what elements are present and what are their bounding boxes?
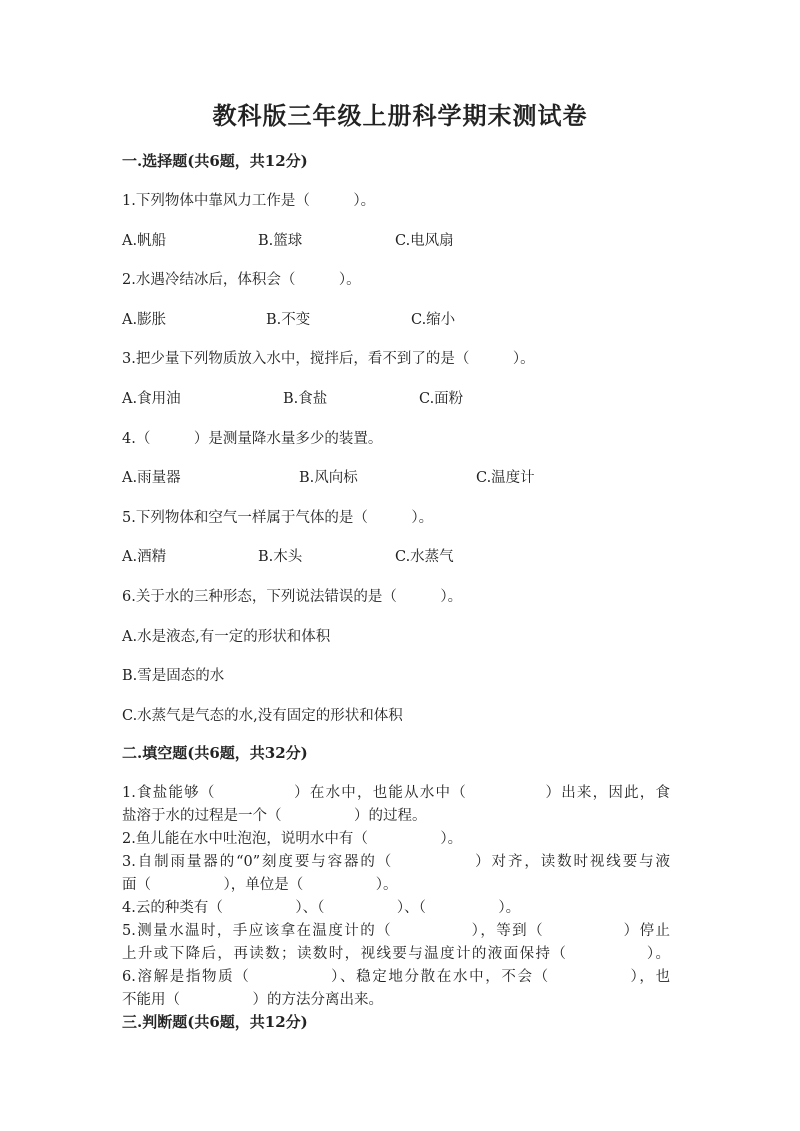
q6-option-c: C.水蒸气是气态的水,没有固定的形状和体积	[122, 708, 403, 724]
q2-option-c: C.缩小	[411, 312, 456, 328]
fill-question-5-line-1: 5.测量水温时，手应该拿在温度计的（ ），等到（ ）停止	[122, 923, 670, 939]
q1-option-a: A.帆船	[122, 233, 167, 249]
q1-option-b: B.篮球	[258, 233, 303, 249]
fill-question-6-line-1: 6.溶解是指物质（ ）、稳定地分散在水中，不会（ ），也	[122, 969, 670, 985]
fill-in-questions	[122, 782, 670, 1012]
fill-question-1-line-1: 1.食盐能够（ ）在水中，也能从水中（ ）出来，因此，食	[122, 785, 670, 801]
fill-question-1-line-2: 盐溶于水的过程是一个（ ）的过程。	[122, 808, 427, 824]
q3-option-b: B.食盐	[283, 391, 328, 407]
q4-option-c: C.温度计	[476, 470, 535, 486]
fill-question-3-line-2: 面（ ），单位是（ ）。	[122, 877, 398, 893]
q1-option-c: C.电风扇	[395, 233, 454, 249]
fill-question-6-line-2: 不能用（ ）的方法分离出来。	[122, 992, 383, 1008]
section-heading-fill: 二.填空题(共6题，共32分)	[122, 744, 308, 762]
page-title: 教科版三年级上册科学期末测试卷	[212, 101, 588, 130]
question-6: 6.关于水的三种形态，下列说法错误的是（ ）。	[122, 589, 463, 605]
question-3: 3.把少量下列物质放入水中，搅拌后，看不到了的是（ ）。	[122, 351, 535, 367]
question-5: 5.下列物体和空气一样属于气体的是（ ）。	[122, 510, 434, 526]
q6-option-b: B.雪是固态的水	[122, 668, 225, 684]
q2-option-b: B.不变	[266, 312, 311, 328]
q5-option-c: C.水蒸气	[395, 549, 454, 565]
q4-option-b: B.风向标	[299, 470, 358, 486]
question-4: 4.（ ）是测量降水量多少的装置。	[122, 431, 383, 447]
q4-option-a: A.雨量器	[122, 470, 181, 486]
question-1: 1.下列物体中靠风力工作是（ ）。	[122, 193, 376, 209]
q3-option-c: C.面粉	[419, 391, 464, 407]
fill-question-3-line-1: 3.自制雨量器的“0”刻度要与容器的（ ）对齐，读数时视线要与液	[122, 854, 670, 870]
fill-question-4: 4.云的种类有（ ）、（ ）、（ ）。	[122, 900, 521, 916]
q2-option-a: A.膨胀	[122, 312, 167, 328]
section-heading-judge: 三.判断题(共6题，共12分)	[122, 1013, 308, 1031]
fill-question-2: 2.鱼儿能在水中吐泡泡，说明水中有（ ）。	[122, 831, 463, 847]
question-2: 2.水遇冷结冰后，体积会（ ）。	[122, 272, 361, 288]
fill-question-5-line-2: 上升或下降后，再读数；读数时，视线要与温度计的液面保持（ ）。	[122, 946, 670, 962]
q5-option-a: A.酒精	[122, 549, 167, 565]
q6-option-a: A.水是液态,有一定的形状和体积	[122, 629, 331, 645]
section-heading-choice: 一.选择题(共6题，共12分)	[122, 152, 308, 170]
q3-option-a: A.食用油	[122, 391, 181, 407]
q5-option-b: B.木头	[258, 549, 303, 565]
